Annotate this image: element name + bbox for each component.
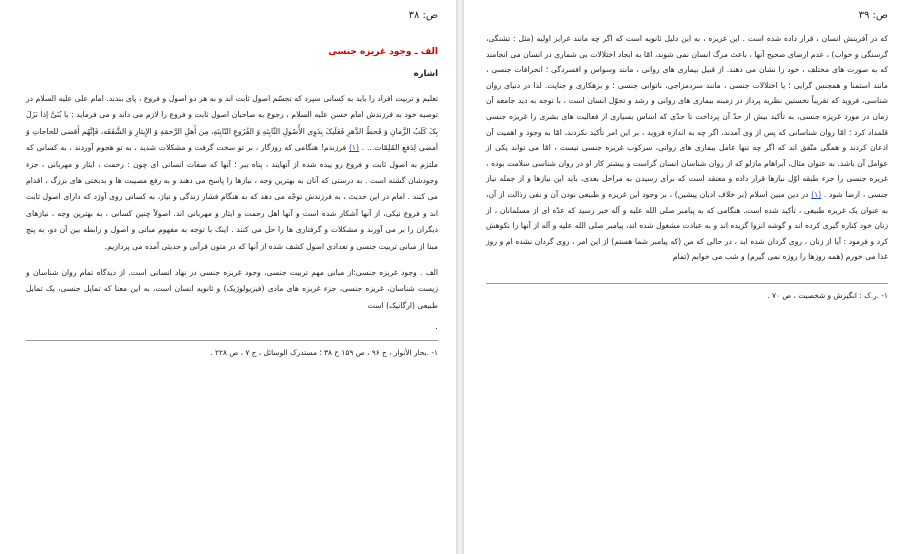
footnote: ۱- .بحار الأنوار ، ج ۹۶ ، ص ۱۵۹ ح ۳۸ ؛ مستدرک الوسائل ، ج ۷ ، ص ۲۲۸ . xyxy=(210,348,438,358)
sub-title: اشاره xyxy=(413,69,438,79)
body-paragraph: الف . وجود غریزه جنسی:از مبانی مهم تربیت جنسی، وجود غریزه جنسی در نهاد انسانی است. از دیدگاه تمام روان شناسان و زیست شناسان، غریزه جنسی، جزء غریزه های مادی (فیزیولوژیک) و ثانویه انسان است، به این معنا که تمایل جنسی، یک تمایل طبیعی (ارگانیک) است xyxy=(26,268,438,310)
section-title: الف ـ وجود غریزه جنسی xyxy=(328,47,438,57)
paragraph-text: فرزندم! هنگامی که روزگار ، بر تو سخت گرفت و مشکلات شدید ، به تو هجوم آوردند ، به کسانی که ملتزم به اصول ثابت و فروع رو ییده شده از آنهایند ، پناه ببر ؛ آنها که صفات انسانی ای چون : رحمت ، ایثار و مهربانی ، جزء وجودشان گشته است . به درستی که آنان به بهترین وجه ، نیازها را پاسخ می دهند و به رفع مصیبت ها و بدبختی های بزرگ ، اقدام می کنند . امام در این حدیث ، به فرزندش توجّه می دهد که به هنگام فشار زندگی و نیاز، به کسانی روی آورَد که دارای اصول ثابت اند و فروع نیکی، از آنها آشکار شده است و آنها اهل رحمت و ایثار و مهربانی اند. اصولاً چنین کسانی ، به بهترین وجه ، نیازهای دیگران را بر می آورند و مشکلات و گرفتاری ها را حل می کنند . اینک با توجه به مفهوم مبانی و اصول و رابطه بین آن دو، به پنج مبنا از مبانی تربیت جنسی و تعدادی اصول کشف شده از آنها که در متون قرآنی و حدیثی آمده می پردازیم. xyxy=(26,143,438,251)
book-gutter xyxy=(456,0,464,554)
paragraph-text: تعلیم و تربیت افراد را باید به کسانی سپرد که تجسّم اصول ثابت اند و به هر دو اصول و فروع ، پای بندند. امام علی علیه السلام در توصیه خود به فرزندش امام حسن علیه السلام ، رجوع به صاحبان اصول ثابت و فروع را لازم می داند و می فرماید : یا بُنَیَّ إذا نَزَلَ بِکَ کَلَبُ الزَّمانِ وَ قَحطُ الدَّهرِ فَعَلَیکَ بِذَوِی الأُصُولِ الثّابِتَهِ وَ الفُرُوعِ النّابِتَهِ، مِن أَهلِ الرَّحمَهِ وَ الإِیثارِ وَ الشَّفَقَه، فَإنَّهُم أَقضی للحاجاتِ وَ أمضی لِدَفعِ المُلِمّات... . xyxy=(26,94,438,153)
footnote-divider xyxy=(486,283,888,284)
footnote: ۱- .ر.ک : انگیزش و شخصیت ، ص ۷۰ . xyxy=(767,290,888,300)
page-number: ص: ۳۸ xyxy=(408,10,438,21)
footnote-reference-link[interactable]: (۱) xyxy=(348,143,359,153)
page-number: ص: ۳۹ xyxy=(858,10,888,21)
paragraph-text: که در آفرینش انسان ، قرار داده شده است . این غریزه ، به این دلیل ثانویه است که اگر چه مانند غرایز اولیه (مثل : تشنگی، گرسنگی و خواب) ، عدم ارضای صحیح آنها ، باعث مرگ انسان نمی شوند، امّا به ایجاد اختلالات بی شماری در انسان می انجامند که به صورت های مختلف ، خود را نشان می دهند. از قبیل بیماری های روانی ، مانند وسواس و افسردگی ؛ انحرافات جنسی ، مانند استمنا و همجنس گرایی ؛ یا اختلالات جنسی ، مانند سردمزاجی، ناتوانی جنسی ؛ و بزهکاری و جنایت. لذا در دنیای روان شناسی، فروید که تقریباً نخستین نظریه پرداز در زمینه بیماری های روانی و رشد و تحوّل انسان است ، با توجه به دید جامعه آن زمان در مورد غریزه جنسی، به تأکید بیش از حدّ آن پرداخت تا حدّی که اساس بسیاری از فعالیت های بشری را غریزه جنسی قلمداد کرد ؛ امّا روان شناسانی که پس از وی آمدند، اگر چه به اندازه فروید ، بر این امر تأکید نکردند، امّا به وجود و اهمیت آن اذعان کردند و همگی متّفق اند که اگر چه تنها عامل بیماری های روانی، سرکوب غریزه جنسی نیست ، امّا می تواند یکی از عوامل آن باشد. به عنوان مثال، آبراهام مازلو که از روان شناسان انسان گراست و بیشتر کار او در روان شناسی سلامت بوده ، غریزه جنسی را جزء طبقه اوّل نیازها قرار داده و معتقد است که برای رسیدن به مراحل بعدی، باید این نیازها و از جمله نیاز جنسی ، ارضا شود . xyxy=(486,34,888,199)
right-page xyxy=(464,0,908,554)
footnote-reference-link[interactable]: (۱) xyxy=(811,189,822,199)
separator-dot: . xyxy=(435,322,438,333)
footnote-divider xyxy=(26,340,438,341)
paragraph-text: در دین مبین اسلام (بر خلاف ادیان پیشین) ، بر وجود این غریزه و طبیعی بودن آن و نفی رذالت از آن، به عنوان یک غریزه طبیعی ، تأکید شده است. هنگامی که به پیامبر صلی الله علیه و آله خبر رسید که عدّه ای از مسلمانان ، از زنان خود کناره گیری کرده اند و گوشه انزوا گزیده اند و به عبادت مشغول شده اند، پیامبر صلی الله علیه و آله از آنها را نکوهش کرد و فرمود : آیا از زنان ، روی گردان شده اید ، در حالی که من (که پیامبر شما هستم) از این امر ، روی گردان نشده ام و روز غذا می خورم (همه روزها را روزه نمی گیرم) و شب می خوابم (تمام xyxy=(486,189,888,262)
body-paragraph xyxy=(26,91,438,255)
body-paragraph xyxy=(486,31,888,265)
